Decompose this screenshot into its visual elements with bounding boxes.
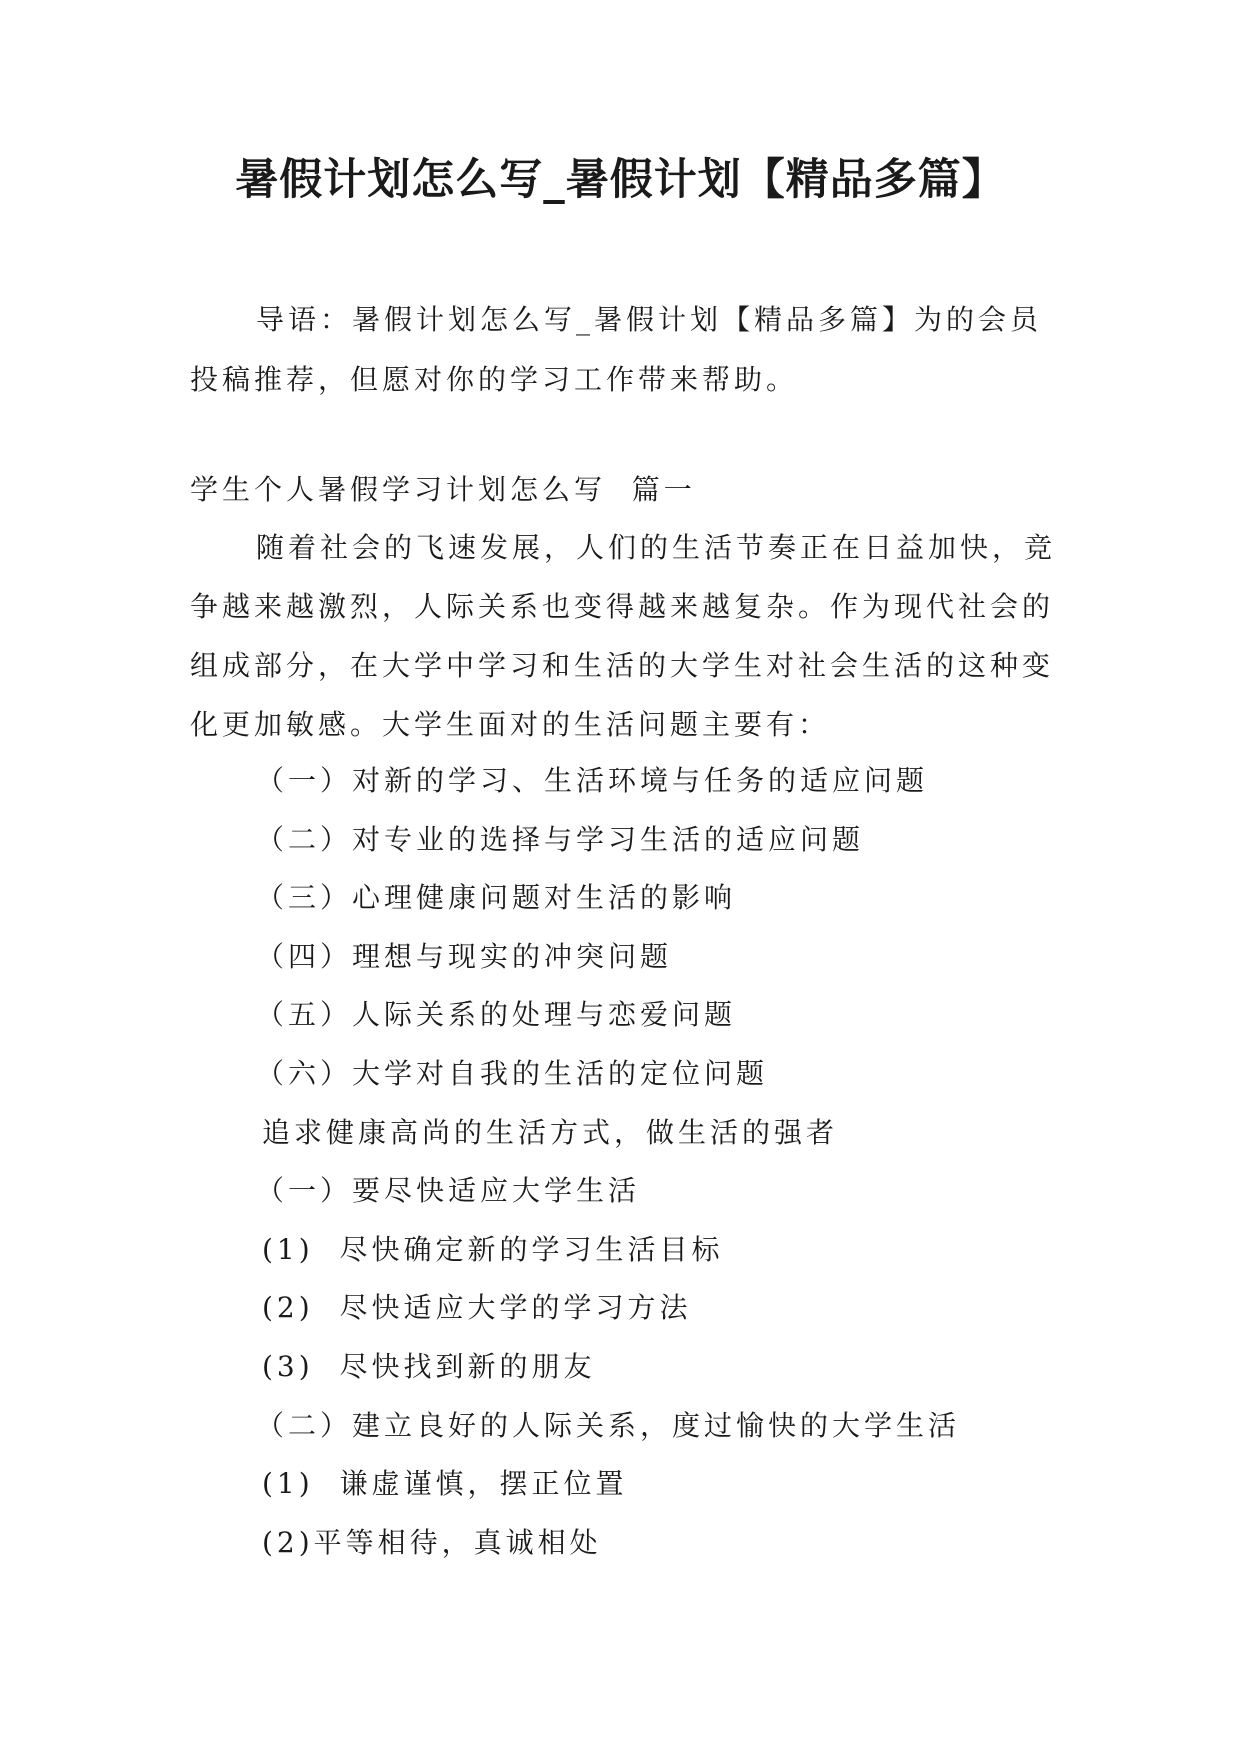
document-title: 暑假计划怎么写_暑假计划【精品多篇】 — [235, 155, 1006, 205]
section-heading: 学生个人暑假学习计划怎么写 篇一 — [190, 473, 696, 506]
list-item: （四）理想与现实的冲突问题 — [256, 939, 673, 973]
list-item: (2)平等相待，真诚相处 — [262, 1525, 602, 1559]
list-item: (1) 尽快确定新的学习生活目标 — [262, 1232, 724, 1266]
list-item: （二）建立良好的人际关系，度过愉快的大学生活 — [256, 1408, 961, 1442]
body-paragraph: 随着社会的飞速发展，人们的生活节奏正在日益加快，竞争越来越激烈，人际关系也变得越来越复杂。作为现代社会的组成部分，在大学中学习和生活的大学生对社会生活的这种变化更加敏感。大学生面对的生活问题主要有： — [190, 531, 1057, 741]
list-item: （五）人际关系的处理与恋爱问题 — [256, 998, 737, 1032]
item-list — [0, 752, 1241, 1572]
list-item: （一）要尽快适应大学生活 — [256, 1174, 641, 1208]
list-item: （三）心理健康问题对生活的影响 — [256, 881, 737, 915]
list-item: (2) 尽快适应大学的学习方法 — [262, 1291, 692, 1325]
list-item: 追求健康高尚的生活方式，做生活的强者 — [262, 1115, 839, 1149]
list-item: （二）对专业的选择与学习生活的适应问题 — [256, 822, 865, 856]
list-item: (1) 谦虚谨慎，摆正位置 — [262, 1467, 628, 1501]
list-item: （六）大学对自我的生活的定位问题 — [256, 1056, 769, 1090]
list-item: (3) 尽快找到新的朋友 — [262, 1349, 596, 1383]
list-item: （一）对新的学习、生活环境与任务的适应问题 — [256, 764, 929, 797]
intro-paragraph: 导语：暑假计划怎么写_暑假计划【精品多篇】为的会员投稿推荐，但愿对你的学习工作带来帮助。 — [190, 303, 1043, 396]
